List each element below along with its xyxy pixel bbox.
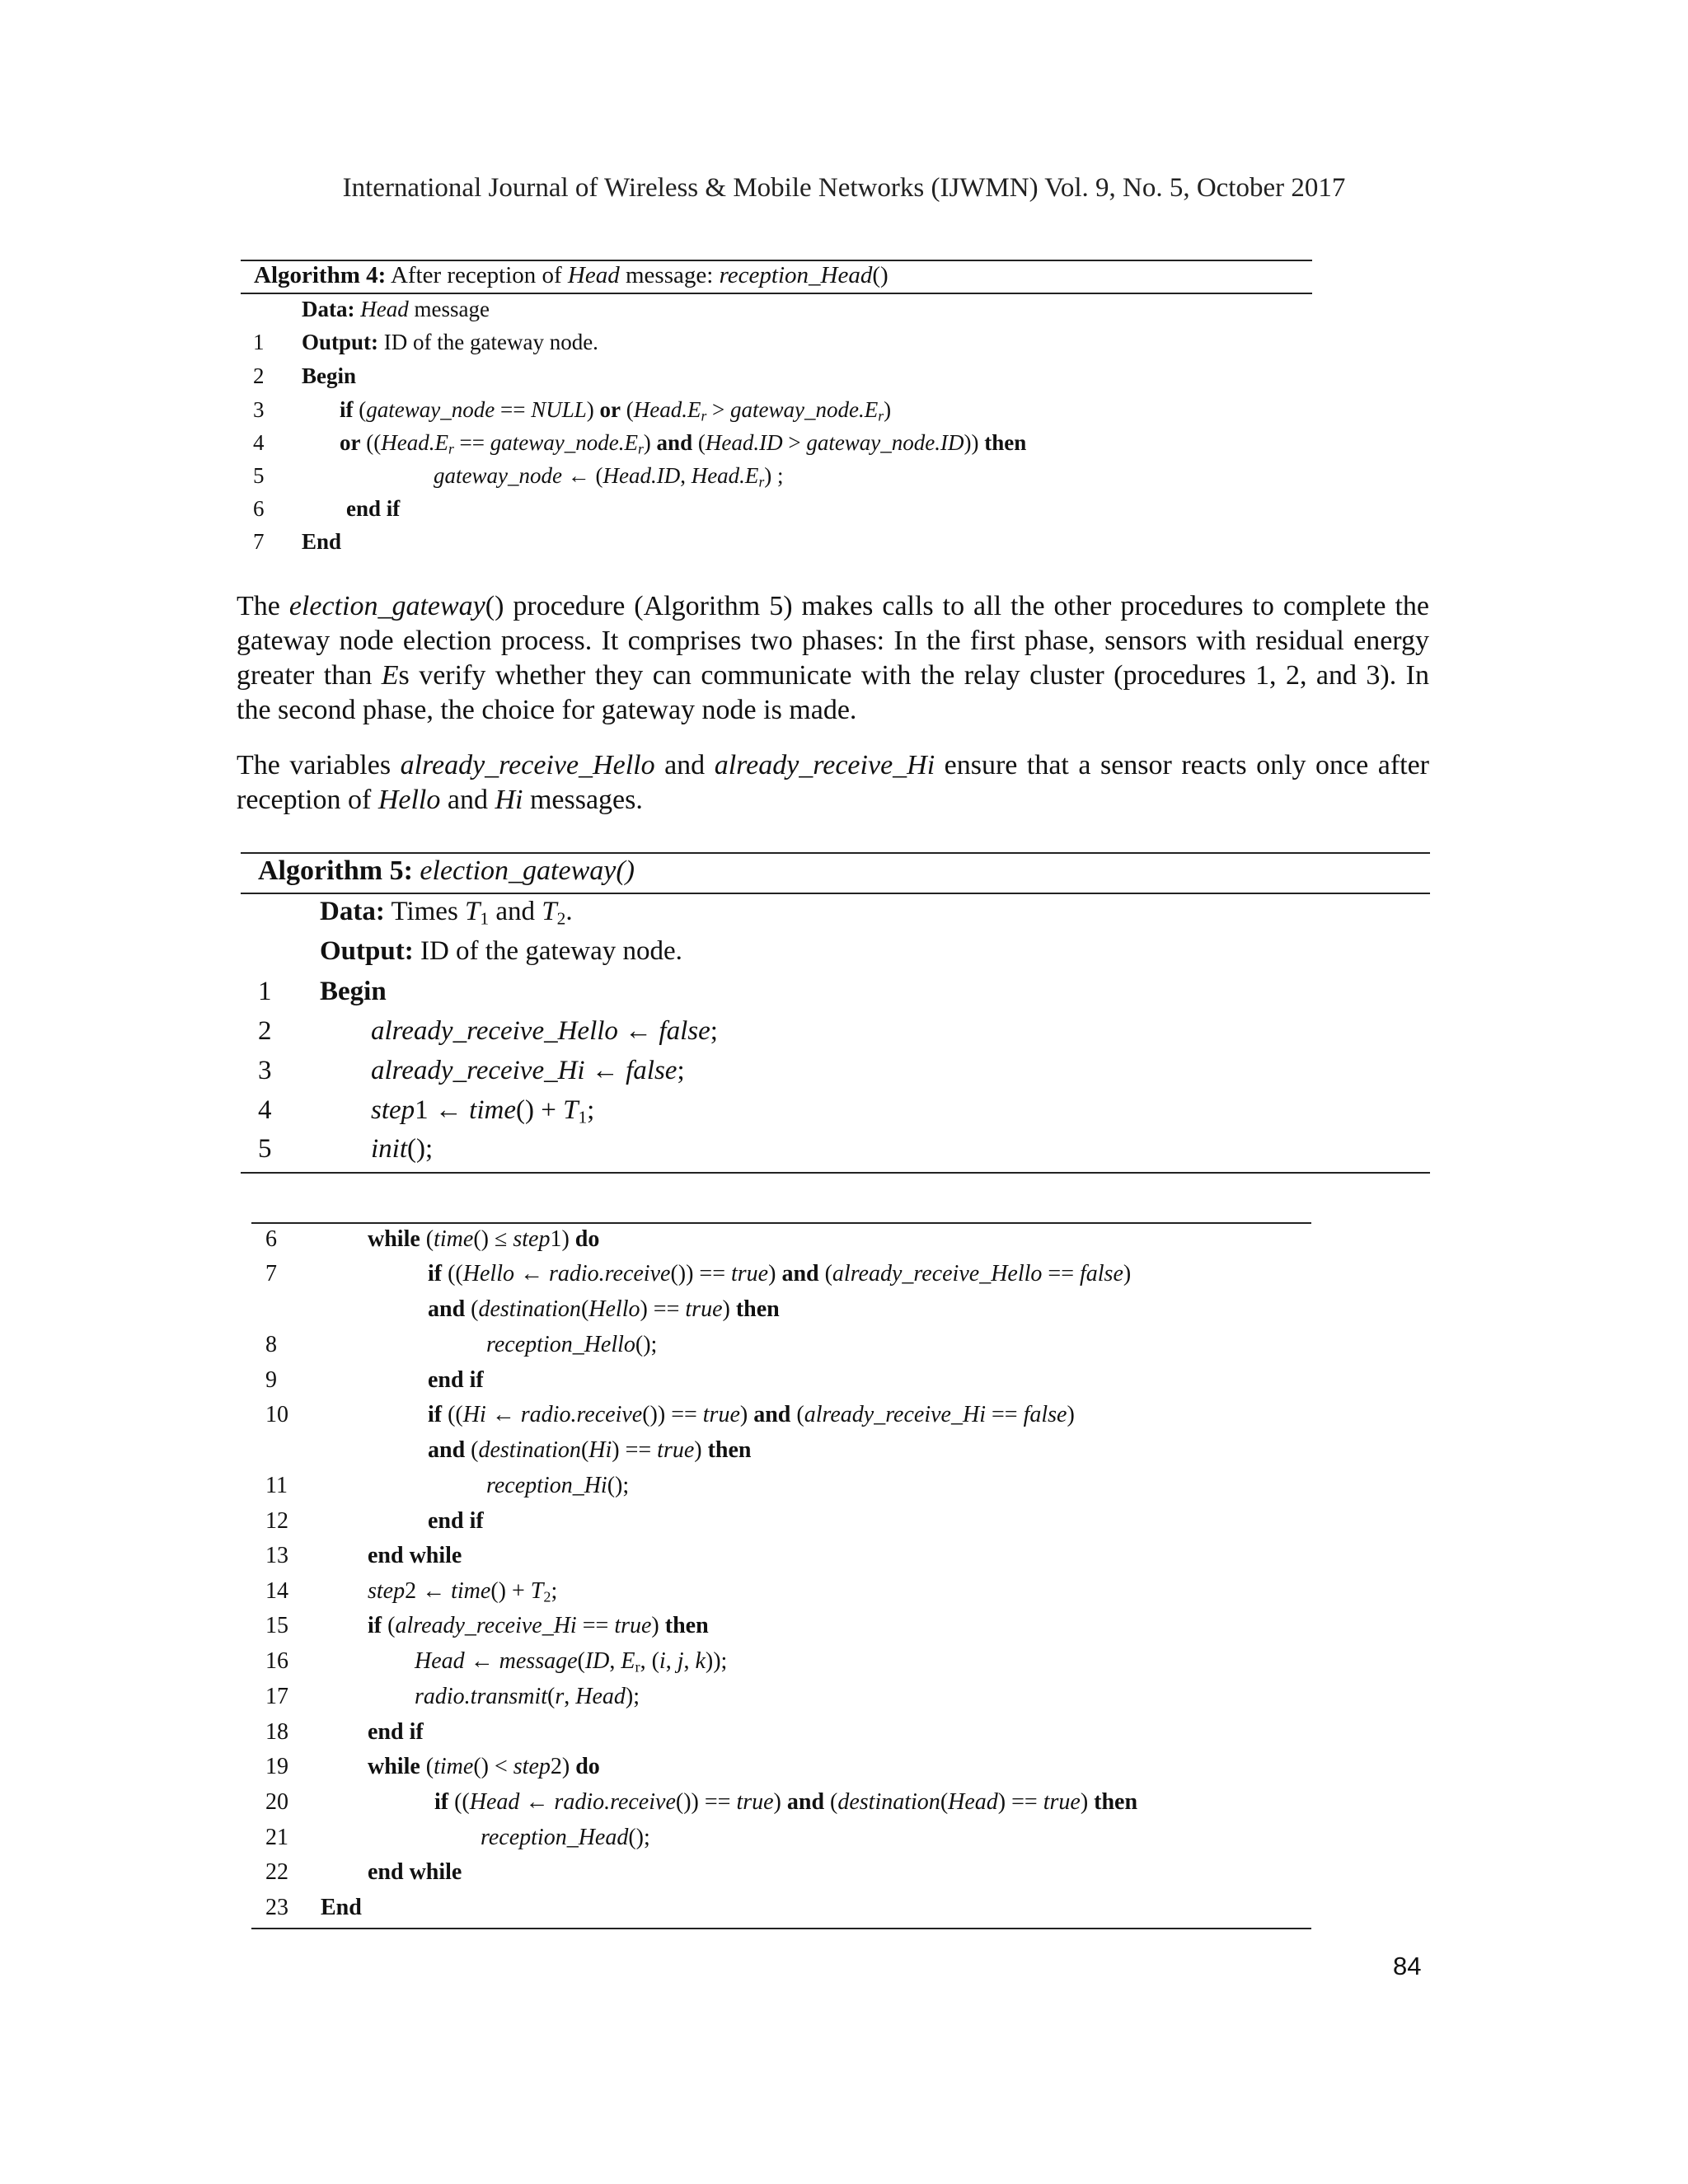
algorithm-5-line-3: already_receive_Hi ← false; xyxy=(371,1056,685,1085)
line-number: 17 xyxy=(265,1684,288,1709)
algorithm-4-data: Data: Head message xyxy=(302,297,490,321)
algorithm-5-line-6: while (time() ≤ step1) do xyxy=(368,1226,600,1252)
algorithm-4-caption: After reception of Head message: reception_Head() xyxy=(390,262,889,288)
line-number: 14 xyxy=(265,1578,288,1604)
algorithm-4-line-4: or (($Head.E_r$ == $gateway\_node.E_r$) and (Head.ID > gateway_node.ID)) then xyxy=(340,430,1027,457)
algorithm-5-top-rule xyxy=(241,852,1430,854)
algorithm-4-line-3: if (gateway_node == NULL) or ($Head.E_r$ > $gateway\_node.E_r$) xyxy=(340,397,892,424)
data-label: Data: xyxy=(302,297,355,321)
line-number: 1 xyxy=(258,977,272,1006)
output-label: Output: xyxy=(302,330,379,354)
algorithm-5-line-7-cont: and (destination(Hello) == true) then xyxy=(428,1296,780,1322)
output-value: ID of the gateway node. xyxy=(383,330,598,354)
algorithm-5-line-2: already_receive_Hello ← false; xyxy=(371,1016,718,1046)
line-number: 3 xyxy=(253,397,265,422)
line-number: 3 xyxy=(258,1056,272,1085)
line-number: 5 xyxy=(258,1134,272,1164)
line-number: 6 xyxy=(253,496,265,521)
algorithm-5-title-rule xyxy=(241,893,1430,894)
paragraph-2: The variables already_receive_Hello and already_receive_Hi ensure that a sensor reacts only once after reception of Hello and Hi messages. xyxy=(237,750,1430,815)
algorithm-5-line-11: reception_Hi(); xyxy=(486,1473,630,1498)
line-number: 13 xyxy=(265,1543,288,1568)
line-number: 11 xyxy=(265,1473,288,1498)
algorithm-4-label: Algorithm 4: xyxy=(254,262,387,288)
line-number: 19 xyxy=(265,1754,288,1779)
algorithm-5-line-4: step1 ← time() + $T_1$; xyxy=(371,1095,595,1127)
algorithm-5-line-23: End xyxy=(321,1895,362,1920)
line-number: 21 xyxy=(265,1825,288,1850)
algorithm-5-data: Data: Times $T_1$ and $T_2$. xyxy=(320,897,573,929)
line-number: 12 xyxy=(265,1508,288,1534)
algorithm-5-line-7: if ((Hello ← radio.receive()) == true) and (already_receive_Hello == false) xyxy=(428,1261,1132,1286)
algorithm-5-line-18: end if xyxy=(368,1719,424,1745)
algorithm-5-line-14: step2 ← time() + $T_2$; xyxy=(368,1578,558,1605)
line-number: 2 xyxy=(258,1016,272,1046)
algorithm-5-bottom-rule xyxy=(251,1928,1311,1929)
algorithm-5-line-21: reception_Head(); xyxy=(481,1825,650,1850)
algorithm-5-line-20: if ((Head ← radio.receive()) == true) and (destination(Head) == true) then xyxy=(434,1789,1138,1815)
page-number: 84 xyxy=(1393,1952,1422,1980)
algorithm-5-caption: election_gateway() xyxy=(420,855,635,886)
algorithm-4-title-rule xyxy=(241,293,1312,294)
line-number: 4 xyxy=(253,430,265,455)
line-number: 7 xyxy=(253,529,265,554)
line-number: 9 xyxy=(265,1367,277,1393)
line-number: 1 xyxy=(253,330,265,354)
line-number: 20 xyxy=(265,1789,288,1815)
line-number: 7 xyxy=(265,1261,277,1286)
output-value: ID of the gateway node. xyxy=(420,936,682,966)
algorithm-5-output xyxy=(320,936,682,967)
line-number: 23 xyxy=(265,1895,288,1920)
algorithm-4-top-rule xyxy=(241,260,1312,261)
algorithm-5-line-1: Begin xyxy=(320,977,387,1006)
line-number: 6 xyxy=(265,1226,277,1252)
algorithm-5-line-13: end while xyxy=(368,1543,462,1568)
line-number: 2 xyxy=(253,363,265,388)
line-number: 18 xyxy=(265,1719,288,1745)
line-number: 5 xyxy=(253,463,265,488)
line-number: 8 xyxy=(265,1332,277,1357)
algorithm-5-title xyxy=(258,855,635,887)
algorithm-5-line-5: init(); xyxy=(371,1134,434,1164)
algorithm-4-line-2: Begin xyxy=(302,363,357,388)
paragraph-1: The election_gateway() procedure (Algorithm 5) makes calls to all the other procedures to complete the gateway node election process. It comprises two phases: In the first phase, sensors with residual energy greater than Es verify whether they can communicate with the relay cluster (procedures 1, 2, and 3). In the second phase, the choice for gateway node is made. xyxy=(237,591,1430,725)
algorithm-5-line-9: end if xyxy=(428,1367,484,1393)
algorithm-5-part-1-bottom-rule xyxy=(241,1172,1430,1174)
algorithm-5-label: Algorithm 5: xyxy=(258,855,413,886)
algorithm-5-line-19: while (time() < step2) do xyxy=(368,1754,600,1779)
algorithm-5-line-8: reception_Hello(); xyxy=(486,1332,658,1357)
algorithm-5-line-10-cont: and (destination(Hi) == true) then xyxy=(428,1437,752,1463)
algorithm-4-line-5: gateway_node ← (Head.ID, $Head.E_r$) ; xyxy=(434,463,784,490)
algorithm-4-output xyxy=(302,330,598,355)
line-number: 15 xyxy=(265,1613,288,1638)
algorithm-5-line-10: if ((Hi ← radio.receive()) == true) and (already_receive_Hi == false) xyxy=(428,1402,1075,1427)
running-header: International Journal of Wireless & Mobile Networks (IJWMN) Vol. 9, No. 5, October 2017 xyxy=(342,173,1346,203)
line-number: 16 xyxy=(265,1648,288,1674)
algorithm-5-line-22: end while xyxy=(368,1859,462,1885)
algorithm-5-line-17: radio.transmit(r, Head); xyxy=(415,1684,640,1709)
algorithm-5-part-2-top-rule xyxy=(251,1222,1311,1224)
output-label: Output: xyxy=(320,936,414,966)
line-number: 4 xyxy=(258,1095,272,1125)
algorithm-4-line-6: end if xyxy=(346,496,401,521)
algorithm-4-line-7: End xyxy=(302,529,342,554)
line-number: 22 xyxy=(265,1859,288,1885)
algorithm-5-line-16: Head ← message(ID, $E_r$, (i, j, k)); xyxy=(415,1648,728,1675)
data-label: Data: xyxy=(320,897,385,926)
line-number: 10 xyxy=(265,1402,288,1427)
algorithm-5-line-15: if (already_receive_Hi == true) then xyxy=(368,1613,709,1638)
algorithm-5-line-12: end if xyxy=(428,1508,484,1534)
algorithm-4-title xyxy=(254,262,889,289)
